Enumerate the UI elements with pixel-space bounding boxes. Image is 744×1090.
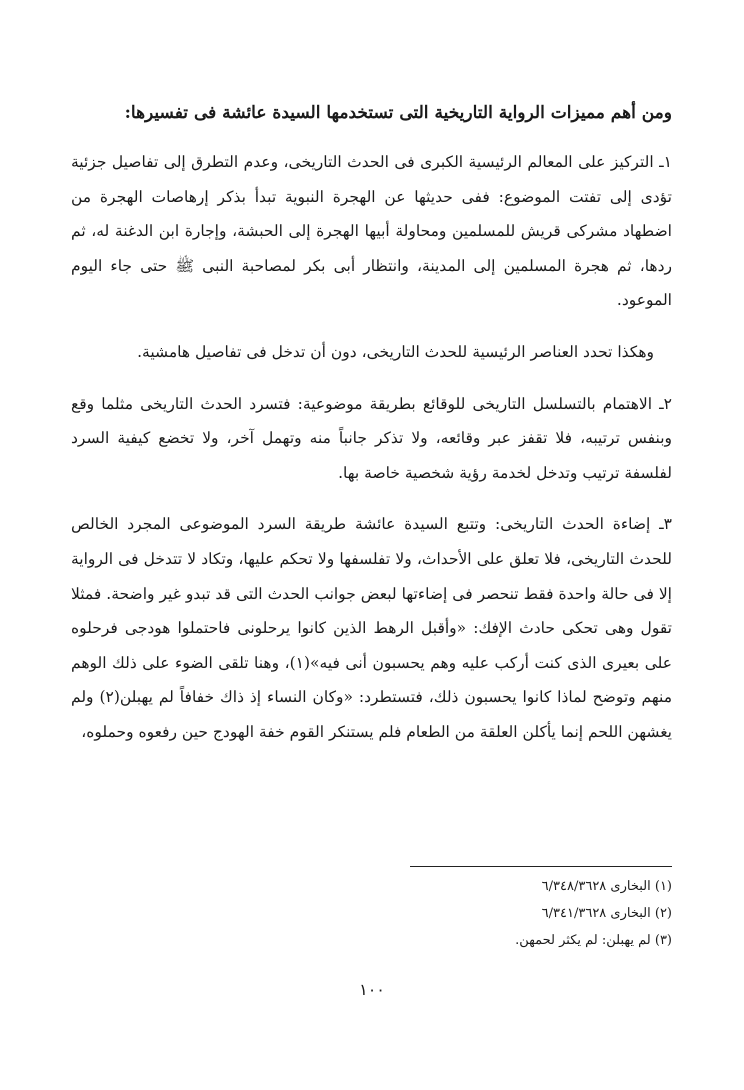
footnote-2: (٢) البخارى ٦/٣٤١/٣٦٢٨: [541, 906, 672, 921]
paragraph-3: ٢ـ الاهتمام بالتسلسل التاريخى للوقائع بطريقة موضوعية: فتسرد الحدث التاريخى مثلما وقع وبنفس ترتيبه، فلا تقفز عبر وقائعه، ولا تذكر جانباً منه وتهمل آخر، ولا تخضع كيفية السرد لفلسفة ترتيب وتدخل لخدمة رؤية شخصية خاصة بها.: [71, 394, 672, 482]
footnote-1: (١) البخارى ٦/٣٤٨/٣٦٢٨: [541, 879, 672, 894]
section-heading: ومن أهم مميزات الرواية التاريخية التى تستخدمها السيدة عائشة فى تفسيرها:: [124, 103, 672, 123]
paragraph-2: وهكذا تحدد العناصر الرئيسية للحدث التاريخى، دون أن تدخل فى تفاصيل هامشية.: [137, 342, 654, 361]
footnote-3: (٣) لم يهبلن: لم يكثر لحمهن.: [515, 933, 672, 948]
footnotes: [272, 873, 672, 954]
footnote-separator: [410, 866, 672, 867]
paragraph-4: ٣ـ إضاءة الحدث التاريخى: وتتبع السيدة عائشة طريقة السرد الموضوعى المجرد الخالص للحدث التاريخى، فلا تعلق على الأحداث، ولا تفلسفها ولا تحكم عليها، وتكاد لا تتدخل فى الرواية إلا فى حالة واحدة فقط تنحصر فى إضاءتها لبعض جوانب الحدث التى قد تبدو غير واضحة. فمثلا تقول وهى تحكى حادث الإفك: «وأقبل الرهط الذين كانوا يرحلونى فاحتملوا هودجى فرحلوه على بعيرى الذى كنت أركب عليه وهم يحسبون أنى فيه»(١)، وهنا تلقى الضوء على ذلك الوهم منهم وتوضح لماذا كانوا يحسبون ذلك، فتستطرد: «وكان النساء إذ ذاك خفافاً لم يهبلن(٢) ولم يغشهن اللحم إنما يأكلن العلقة من الطعام فلم يستنكر القوم خفة الهودج حين رفعوه وحملوه،: [71, 515, 672, 741]
body-text: [71, 145, 672, 767]
page-number: ١٠٠: [359, 980, 385, 999]
paragraph-1: ١ـ التركيز على المعالم الرئيسية الكبرى فى الحدث التاريخى، وعدم التطرق إلى تفاصيل جزئية تؤدى إلى تفتت الموضوع: ففى حديثها عن الهجرة النبوية تبدأ بذكر إرهاصات الهجرة من اضطهاد مشركى قريش للمسلمين ومحاولة أبيها الهجرة إلى الحبشة، وإجارة ابن الدغنة له، ثم ردها، ثم هجرة المسلمين إلى المدينة، وانتظار أبى بكر لمصاحبة النبى ﷺ حتى جاء اليوم الموعود.: [71, 153, 672, 310]
